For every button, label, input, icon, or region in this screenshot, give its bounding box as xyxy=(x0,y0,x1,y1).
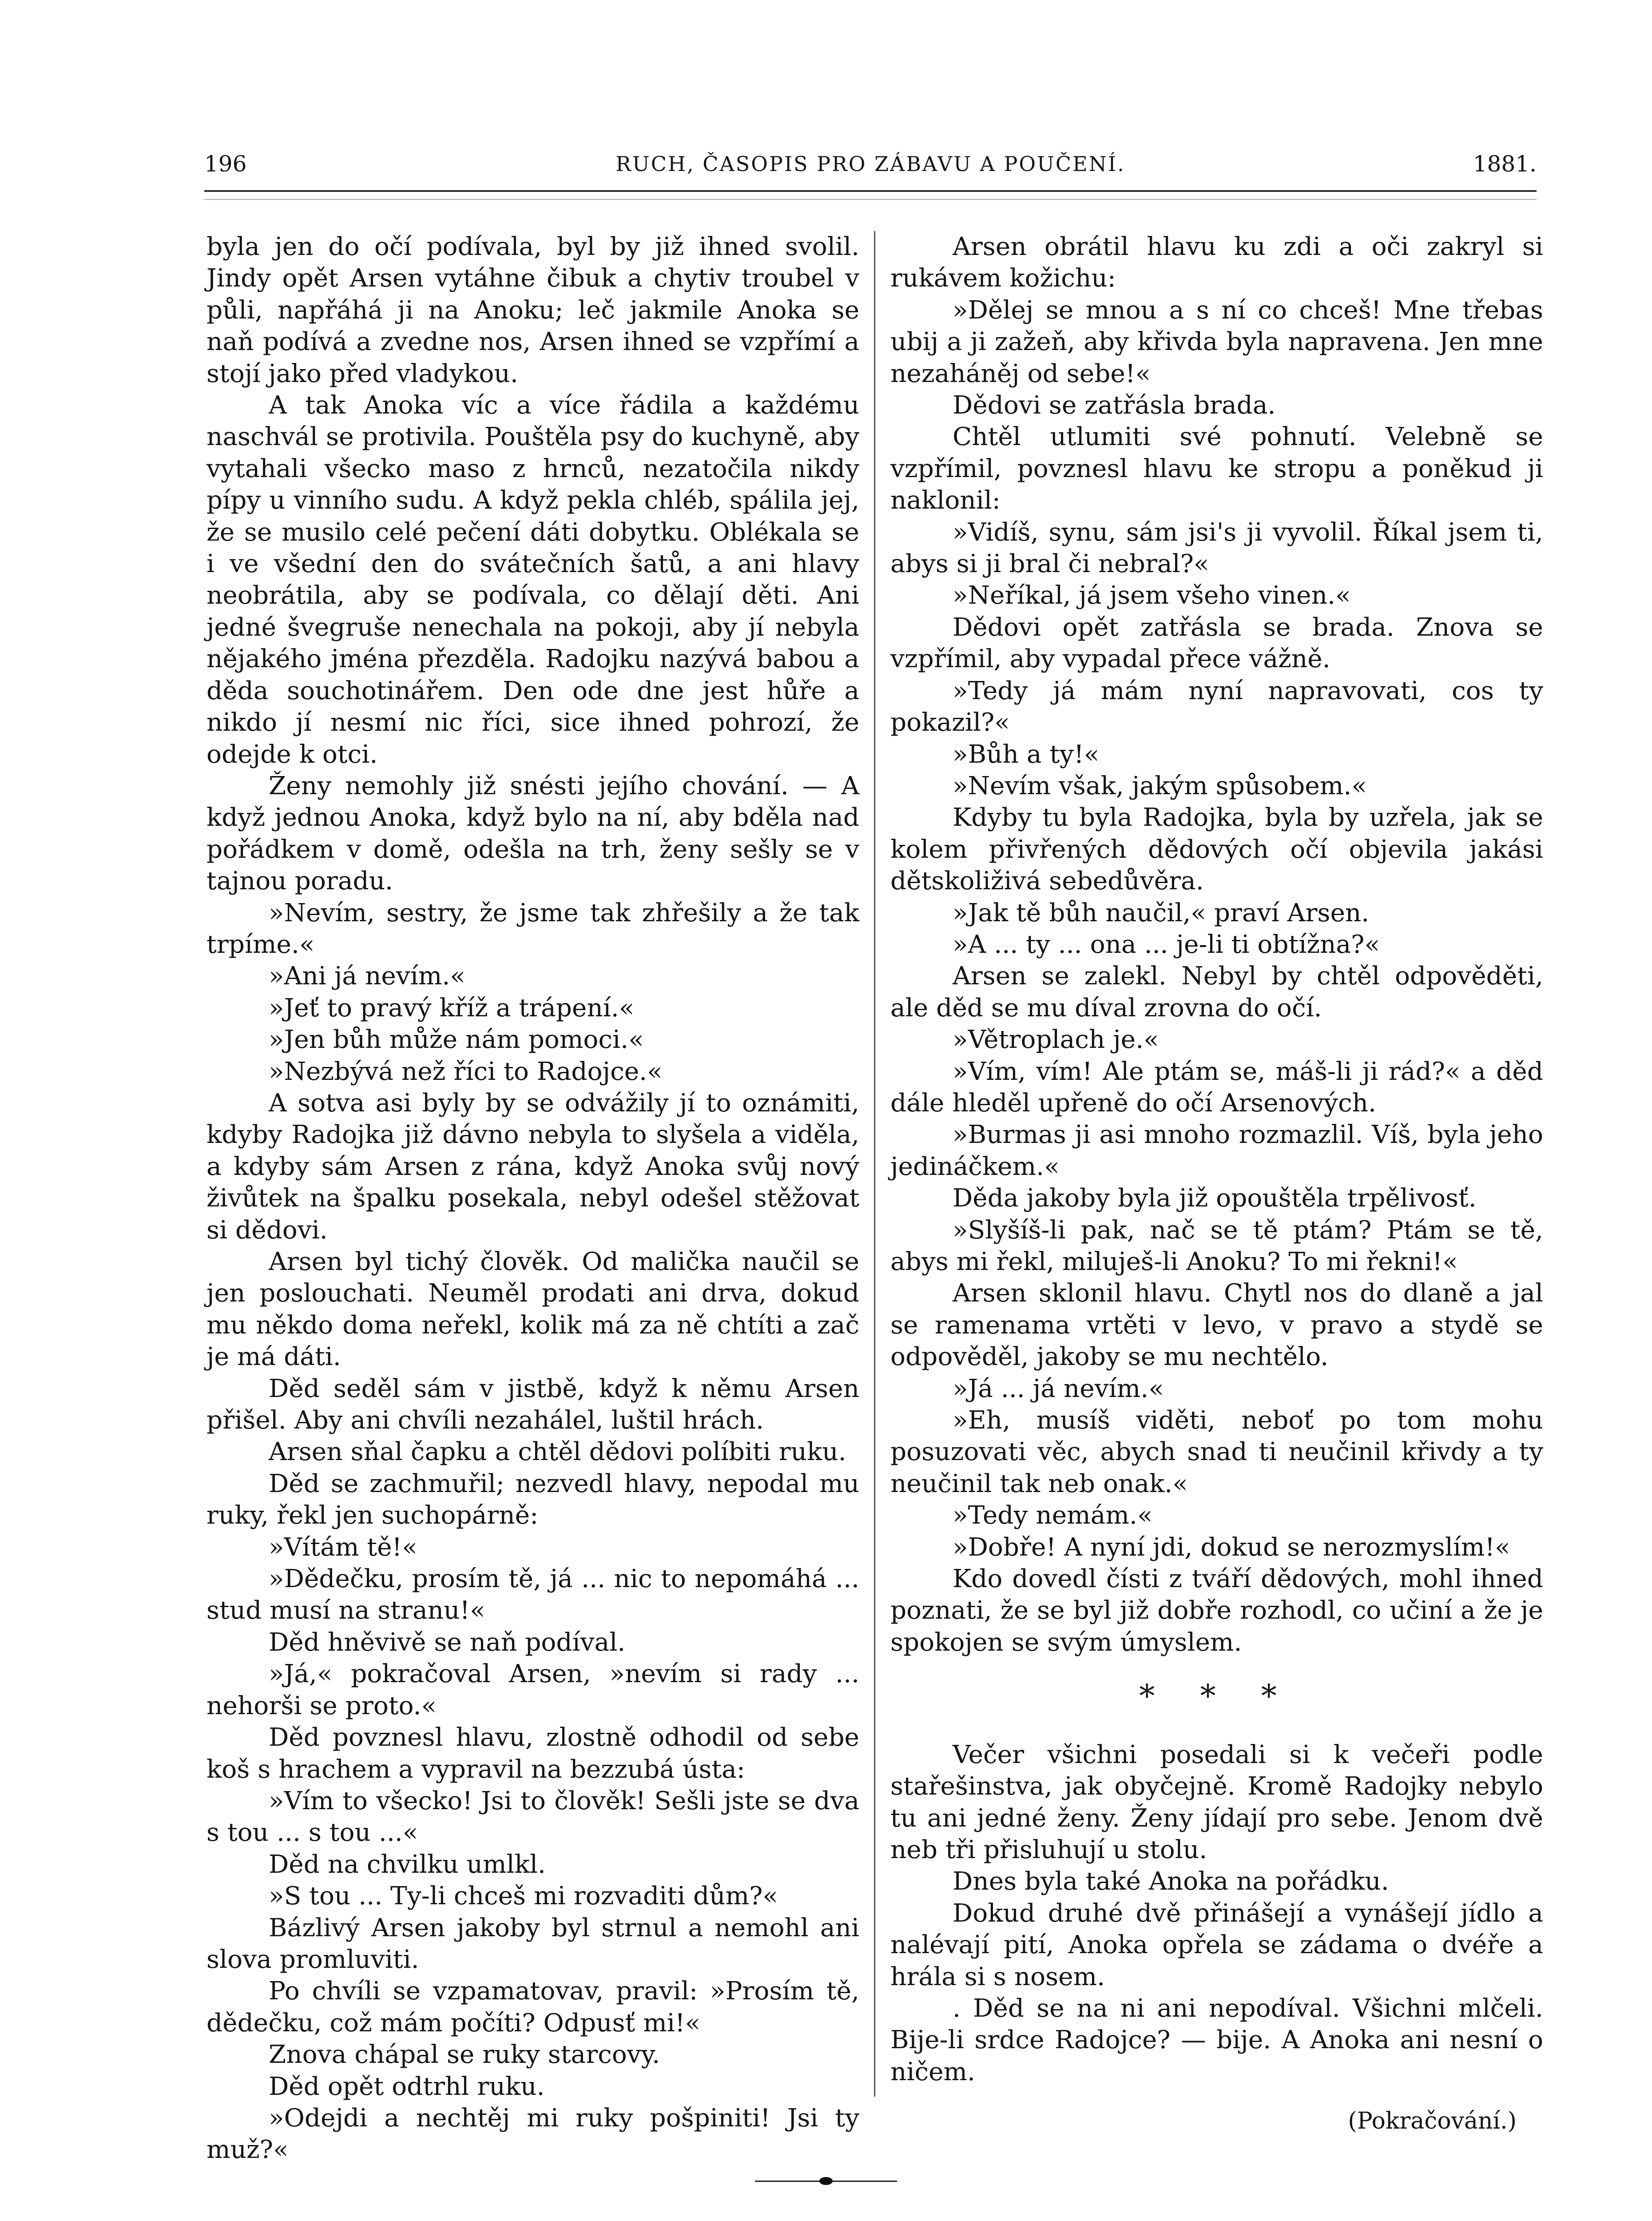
paragraph: »Dobře! A nyní jdi, dokud se nerozmyslím!« xyxy=(953,1532,1510,1562)
paragraph: Znova chápal se ruky starcovy. xyxy=(269,2040,660,2070)
paragraph: »Bůh a ty!« xyxy=(953,740,1100,769)
paragraph: Po chvíli se vzpamatovav, pravil: »Prosím tě, dědečku, což mám počíti? Odpusť mi!« xyxy=(206,1977,859,2038)
right-column xyxy=(890,231,1543,2137)
paragraph: »Já,« pokračoval Arsen, »nevím si rady ... nehorši se proto.« xyxy=(206,1660,859,1720)
paragraph: Kdyby tu byla Radojka, byla by uzřela, jak se kolem přivřených dědových očí objevila jakási dětskoliživá sebedůvěra. xyxy=(890,803,1543,896)
paragraph: »Jak tě bůh naučil,« praví Arsen. xyxy=(953,898,1370,927)
paragraph: »Jeť to pravý kříž a trápení.« xyxy=(269,993,635,1023)
paragraph: »Nevím však, jakým spůsobem.« xyxy=(953,771,1367,800)
page-header xyxy=(204,151,1537,187)
header-rule-thin xyxy=(204,199,1537,200)
paragraph: »Burmas ji asi mnoho rozmazlil. Víš, byla jeho jedináčkem.« xyxy=(890,1120,1543,1181)
paragraph: Arsen sklonil hlavu. Chytl nos do dlaně a jal se ramenama vrtěti v levo, v pravo a stydě se odpověděl, jakoby se mu nechtělo. xyxy=(890,1279,1543,1372)
paragraph: Dokud druhé dvě přinášejí a vynášejí jídlo a nalévají pití, Anoka opřela se zádama o dvéře a hrála si s nosem. xyxy=(890,1899,1543,1991)
paragraph: Dnes byla také Anoka na pořádku. xyxy=(953,1867,1389,1896)
paragraph: Ženy nemohly již snésti jejího chování. — A když jednou Anoka, když bylo na ní, aby bděla nad pořádkem v domě, odešla na trh, ženy sešly se v tajnou poradu. xyxy=(206,771,859,896)
paragraph: byla jen do očí podívala, byl by již ihned svolil. Jindy opět Arsen vytáhne čibuk a chytiv troubel v půli, napřáhá ji na Anoku; leč jakmile Anoka se naň podívá a zvedne nos, Arsen ihned se vzpřímí a stojí jako před vladykou. xyxy=(206,232,859,388)
paragraph: »A ... ty ... ona ... je-li ti obtížna?« xyxy=(953,930,1380,959)
end-ornament xyxy=(755,2174,897,2188)
paragraph: Děd opět odtrhl ruku. xyxy=(269,2072,545,2101)
paragraph: Bázlivý Arsen jakoby byl strnul a nemohl ani slova promluviti. xyxy=(206,1913,859,1974)
paragraph: »Vítám tě!« xyxy=(269,1532,417,1562)
paragraph: Děd se zachmuřil; nezvedl hlavy, nepodal mu ruky, řekl jen suchopárně: xyxy=(206,1469,859,1530)
paragraph: Děd hněvivě se naň podíval. xyxy=(269,1628,626,1657)
header-rule xyxy=(204,190,1537,192)
paragraph: »Odejdi a nechtěj mi ruky pošpiniti! Jsi ty muž?« xyxy=(206,2103,859,2165)
paragraph: »Vím, vím! Ale ptám se, máš-li ji rád?« a děd dále hleděl upřeně do očí Arsenových. xyxy=(890,1057,1543,1118)
paragraph: »Neříkal, já jsem všeho vinen.« xyxy=(953,581,1351,610)
left-column xyxy=(206,231,859,2166)
ornament-dot xyxy=(819,2177,833,2185)
journal-title: RUCH, ČASOPIS PRO ZÁBAVU A POUČENÍ. xyxy=(616,152,1125,176)
paragraph: »Větroplach je.« xyxy=(953,1025,1159,1055)
paragraph: »Tedy já mám nyní napravovati, cos ty pokazil?« xyxy=(890,676,1543,737)
page-year: 1881. xyxy=(1473,151,1537,177)
paragraph: »Dědečku, prosím tě, já ... nic to nepomáhá ... stud musí na stranu!« xyxy=(206,1564,859,1625)
paragraph: »Ani já nevím.« xyxy=(269,962,465,991)
paragraph: Kdo dovedl čísti z tváří dědových, mohl ihned poznati, že se byl již dobře rozhodl, co učiní a že je spokojen se svým úmyslem. xyxy=(890,1564,1543,1657)
paragraph: Arsen obrátil hlavu ku zdi a oči zakryl si rukávem kožichu: xyxy=(890,232,1543,293)
paragraph: »Jen bůh může nám pomoci.« xyxy=(269,1025,644,1055)
section-break: * * * xyxy=(1139,1678,1295,1715)
paragraph: A sotva asi byly by se odvážily jí to oznámiti, kdyby Radojka již dávno nebyla to slyšela a viděla, a kdyby sám Arsen z rána, když Anoka svůj nový živůtek na špalku posekala, nebyl odešel stěžovat si dědovi. xyxy=(206,1088,859,1245)
page-number: 196 xyxy=(204,151,247,177)
column-divider xyxy=(874,231,875,2097)
paragraph: »Vidíš, synu, sám jsi's ji vyvolil. Říkal jsem ti, abys si ji bral či nebral?« xyxy=(890,517,1543,579)
paragraph: »Eh, musíš viděti, neboť po tom mohu posuzovati věc, abych snad ti neučinil křivdy a ty neučinil tak neb onak.« xyxy=(890,1406,1543,1498)
paragraph: »Nezbývá než říci to Radojce.« xyxy=(269,1057,663,1086)
paragraph: »Vím to všecko! Jsi to člověk! Sešli jste se dva s tou ... s tou ...« xyxy=(206,1786,859,1847)
paragraph: Děd seděl sám v jistbě, když k němu Arsen přišel. Aby ani chvíli nezahálel, luštil hrách. xyxy=(206,1374,859,1435)
paragraph: »Dělej se mnou a s ní co chceš! Mne třebas ubij a ji zažeň, aby křivda byla napravena. Jen mne nezaháněj od sebe!« xyxy=(890,295,1543,388)
paragraph: »Já ... já nevím.« xyxy=(953,1374,1164,1403)
paragraph: Děda jakoby byla již opouštěla trpělivosť. xyxy=(953,1184,1477,1213)
paragraph: . Děd se na ni ani nepodíval. Všichni mlčeli. Bije-li srdce Radojce? — bije. A Anoka ani nesní o ničem. xyxy=(890,1994,1543,2086)
paragraph: Večer všichni posedali si k večeři podle stařešinstva, jak obyčejně. Kromě Radojky nebylo tu ani jedné ženy. Ženy jídají pro sebe. Jenom dvě neb tři přisluhují u stolu. xyxy=(890,1740,1543,1864)
continuation-note: (Pokračování.) xyxy=(1348,2108,1517,2135)
paragraph: Dědovi se zatřásla brada. xyxy=(953,391,1276,420)
paragraph: Arsen byl tichý člověk. Od malička naučil se jen poslouchati. Neuměl prodati ani drva, dokud mu někdo doma neřekl, kolik má za ně chtíti a zač je má dáti. xyxy=(206,1247,859,1372)
paragraph: »Nevím, sestry, že jsme tak zhřešily a že tak trpíme.« xyxy=(206,898,859,959)
paragraph: Chtěl utlumiti své pohnutí. Velebně se vzpřímil, povznesl hlavu ke stropu a poněkud ji naklonil: xyxy=(890,422,1543,515)
paragraph: Arsen se zalekl. Nebyl by chtěl odpověděti, ale děd se mu díval zrovna do očí. xyxy=(890,962,1543,1023)
paragraph: Děd na chvilku umlkl. xyxy=(269,1850,546,1879)
paragraph: Dědovi opět zatřásla se brada. Znova se vzpřímil, aby vypadal přece vážně. xyxy=(890,613,1543,674)
paragraph: »Slyšíš-li pak, nač se tě ptám? Ptám se tě, abys mi řekl, miluješ-li Anoku? To mi řekni!« xyxy=(890,1215,1543,1276)
paragraph: Arsen sňal čapku a chtěl dědovi políbiti ruku. xyxy=(269,1437,846,1467)
paragraph: A tak Anoka víc a více řádila a každému naschvál se protivila. Pouštěla psy do kuchyně, aby vytahali všecko maso z hrnců, nezatočila nikdy pípy u vinního sudu. A když pekla chléb, spálila jej, že se musilo celé pečení dáti dobytku. Oblékala se i ve všední den do svátečních šatů, a ani hlavy neobrátila, aby se podívala, co dělají děti. Ani jedné švegruše nenechala na pokoji, aby jí nebyla nějakého jména přezděla. Radojku nazývá babou a děda souchotinářem. Den ode dne jest hůře a nikdo jí nesmí nic říci, sice ihned pohrozí, že odejde k otci. xyxy=(206,391,859,769)
paragraph: »S tou ... Ty-li chceš mi rozvaditi dům?« xyxy=(269,1882,778,1911)
paragraph: Děd povznesl hlavu, zlostně odhodil od sebe koš s hrachem a vypravil na bezzubá ústa: xyxy=(206,1723,859,1784)
paragraph: »Tedy nemám.« xyxy=(953,1501,1153,1530)
